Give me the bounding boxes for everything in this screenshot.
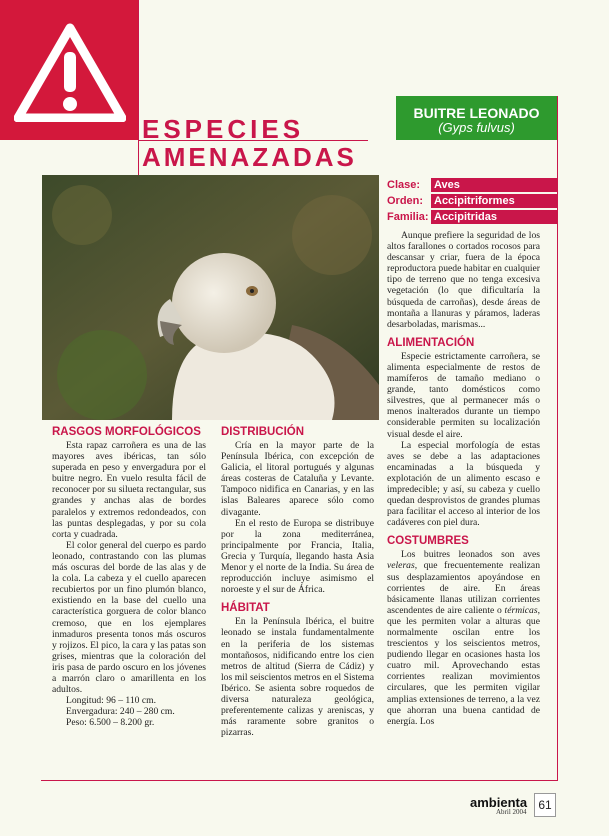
section-heading-alimentacion: ALIMENTACIÓN (387, 336, 475, 349)
frame-rule (557, 96, 558, 781)
middle-column (221, 425, 374, 738)
frame-rule (41, 780, 558, 781)
taxonomy-value: Aves (431, 178, 557, 192)
page-title-line2: AMENAZADAS (142, 142, 357, 172)
rasgos-paragraph: Esta rapaz carroñera es una de las mayores aves ibéricas, tan sólo superada en peso y envergadura por el buitre negro. En vuelo resulta fácil de reconocer por su silueta rectangular, sus grandes y anchas alas de bordes paralelos y extremos redondeados, con las puntas desplegadas, y por su cola corta y cuadrada. (52, 440, 206, 540)
rasgos-paragraph: El color general del cuerpo es pardo leonado, contrastando con las plumas más oscuras del borde de las alas y de la cola. La cabeza y el cuello aparecen recubiertos por un fino plumón blanco, existiendo en la base del cuello una característica gorguera de color blanco cremoso, que en los ejemplares inmaduros presenta tonos más oscuros y rojizos. El pico, la cara y las patas son grises, mientras que la coloración del iris pasa de pardo oscuro en los jóvenes a marrón claro o amarillenta en los adultos. (52, 539, 206, 696)
vulture-photo (42, 175, 379, 420)
warning-banner (0, 0, 138, 140)
taxonomy-value: Accipitridas (431, 210, 557, 224)
species-common-name: BUITRE LEONADO (413, 105, 540, 121)
warning-icon (14, 22, 126, 122)
left-column (52, 425, 206, 728)
species-scientific-name: (Gyps fulvus) (438, 120, 515, 135)
costumbres-paragraph: Los buitres leonados son aves veleras, que frecuentemente realizan sus desplazamientos apoyándose en corrientes de aire. En áreas básicamente llanas utilizan corrientes ascendentes de aire caliente o térmicas, que les permiten volar a alturas que normalmente oscilan entre los trescientos y los seiscientos metros, pudiendo llegar en ocasiones hasta los cuatro mil. Aprovechando estas corrientes realizan movimientos circulares, que les permiten vigilar amplias extensiones de terreno, a la vez que ahorran una buena cantidad de energía. Los (387, 549, 540, 727)
section-heading-rasgos: RASGOS MORFOLÓGICOS (52, 426, 201, 438)
section-heading-distribucion: DISTRIBUCIÓN (221, 426, 305, 438)
right-column (387, 230, 540, 727)
intro-paragraph: Aunque prefiere la seguridad de los altos farallones o cortados rocosos para descansar y criar, fuera de la época reproductora puede habitar en cualquier tipo de terreno que no tenga excesiva vegetación (lo que dificultaría la búsqueda de carroñas), desde áreas de montaña a llanuras y páramos, laderas desarboladas, marismas... (387, 230, 540, 330)
taxonomy-label: Orden: (387, 195, 424, 207)
page-number: 61 (534, 793, 556, 817)
distribucion-paragraph: Cría en la mayor parte de la Península Ibérica, con excepción de Galicia, el litoral portugués y algunas áreas costeras de Cataluña y Levante. Tampoco nidifica en Canarias, y en las islas Baleares aparece sólo como divagante. (221, 440, 374, 518)
distribucion-paragraph: En el resto de Europa se distribuye por la zona mediterránea, principalmente por Francia, Italia, Grecia y Turquía, llegando hasta Asia Menor y el norte de la India. Su área de reproducción incluye asimismo el noroeste y el sur de África. (221, 517, 374, 596)
species-header (396, 96, 557, 140)
page-title-line1: ESPECIES (142, 114, 305, 144)
alimentacion-paragraph: La especial morfología de estas aves se debe a las adaptaciones encaminadas a la búsqueda y explotación de un alimento escaso e impredecible; y así, su cabeza y cuello quedan desprovistos de grandes plumas para facilitar el acceso al interior de los cadáveres con piel dura. (387, 439, 540, 529)
taxonomy-value: Accipitriformes (431, 194, 557, 208)
frame-rule (138, 0, 139, 175)
habitat-paragraph: En la Península Ibérica, el buitre leonado se instala fundamentalmente en la periferia de los sistemas montañosos, nidificando entre los cien metros de altitud (Sierra de Cádiz) y los mil seiscientos metros en el Sistema Ibérico. Se asienta sobre roquedos de diversa naturaleza geológica, preferentemente calizas y areniscas, y más raramente sobre granitos o pizarras. (221, 616, 374, 739)
section-heading-costumbres: COSTUMBRES (387, 535, 469, 548)
stat-longitud: Longitud: 96 – 110 cm. (66, 695, 156, 707)
alimentacion-paragraph: Especie estrictamente carroñera, se alimenta especialmente de restos de mamíferos de tamaño mediano o grande, tanto domésticos como silvestres, que al permanecer más o menos inalterados durante un tiempo considerable permiten su localización visual desde el aire. (387, 350, 540, 440)
section-heading-habitat: HÁBITAT (221, 602, 270, 615)
stat-envergadura: Envergadura: 240 – 280 cm. (66, 706, 175, 718)
magazine-brand: ambienta (470, 795, 528, 810)
taxonomy-label: Clase: (387, 179, 421, 191)
taxonomy-label: Familia: (387, 211, 429, 223)
issue-date: Abril 2004 (496, 808, 527, 816)
stat-peso: Peso: 6.500 – 8.200 gr. (66, 717, 155, 729)
